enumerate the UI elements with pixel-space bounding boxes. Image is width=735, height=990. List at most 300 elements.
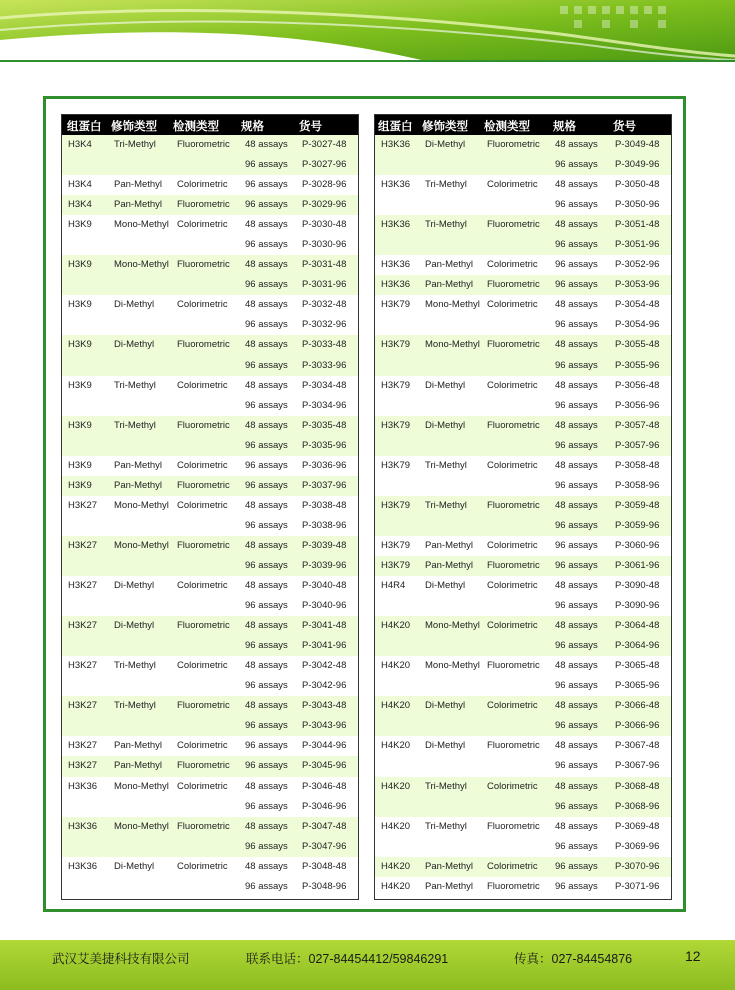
cell-modification: Mono-Methyl — [114, 499, 169, 511]
cell-modification: Tri-Methyl — [425, 780, 467, 792]
company-name: 武汉艾美捷科技有限公司 — [52, 952, 190, 966]
cell-histone: H3K79 — [381, 299, 411, 311]
cell-histone: H3K36 — [381, 179, 411, 191]
cell-histone: H3K9 — [68, 459, 92, 471]
table-row — [62, 135, 358, 175]
cell-histone: H3K79 — [381, 559, 411, 571]
cell-catalog-number: P-3036-96 — [302, 459, 347, 471]
cell-spec: 48 assays — [245, 660, 288, 672]
cell-spec: 48 assays — [555, 379, 598, 391]
cell-spec: 48 assays — [555, 620, 598, 632]
cell-catalog-number: P-3042-48 — [302, 660, 347, 672]
table-row — [62, 476, 358, 496]
cell-modification: Mono-Methyl — [114, 219, 169, 231]
cell-catalog-number: P-3040-48 — [302, 580, 347, 592]
cell-catalog-number: P-3071-96 — [615, 880, 660, 892]
table-row — [375, 135, 671, 175]
fax-number: 传真：027-84454876 — [514, 952, 633, 966]
cell-detection-type: Fluorometric — [487, 740, 540, 752]
cell-catalog-number: P-3064-96 — [615, 640, 660, 652]
cell-spec: 96 assays — [555, 279, 598, 291]
col-catalog-header: 货号 — [613, 121, 636, 133]
cell-histone: H3K9 — [68, 339, 92, 351]
cell-spec: 48 assays — [555, 179, 598, 191]
cell-histone: H3K79 — [381, 539, 411, 551]
cell-detection-type: Colorimetric — [487, 539, 538, 551]
table-row — [62, 496, 358, 536]
cell-spec: 48 assays — [555, 459, 598, 471]
table-row — [375, 215, 671, 255]
table-row — [62, 195, 358, 215]
cell-spec: 48 assays — [555, 700, 598, 712]
cell-catalog-number: P-3065-48 — [615, 660, 660, 672]
cell-catalog-number: P-3031-48 — [302, 259, 347, 271]
cell-modification: Mono-Methyl — [114, 539, 169, 551]
cell-catalog-number: P-3039-96 — [302, 559, 347, 571]
cell-modification: Mono-Methyl — [425, 660, 480, 672]
cell-spec: 96 assays — [555, 880, 598, 892]
table-row — [62, 616, 358, 656]
cell-detection-type: Fluorometric — [177, 620, 230, 632]
cell-histone: H3K79 — [381, 419, 411, 431]
cell-modification: Pan-Methyl — [425, 559, 474, 571]
cell-modification: Tri-Methyl — [114, 660, 156, 672]
cell-histone: H3K9 — [68, 299, 92, 311]
cell-spec: 96 assays — [245, 760, 288, 772]
cell-spec: 96 assays — [245, 740, 288, 752]
cell-detection-type: Colorimetric — [487, 860, 538, 872]
cell-histone: H4R4 — [381, 580, 406, 592]
cell-detection-type: Fluorometric — [177, 760, 230, 772]
cell-spec: 48 assays — [245, 259, 288, 271]
cell-modification: Di-Methyl — [425, 139, 466, 150]
cell-histone: H3K36 — [381, 279, 411, 291]
cell-catalog-number: P-3034-96 — [302, 399, 347, 411]
cell-catalog-number: P-3032-48 — [302, 299, 347, 311]
cell-detection-type: Fluorometric — [487, 219, 540, 231]
cell-catalog-number: P-3046-48 — [302, 780, 347, 792]
cell-spec: 96 assays — [555, 199, 598, 211]
cell-spec: 48 assays — [245, 820, 288, 832]
cell-modification: Pan-Methyl — [114, 199, 163, 211]
table-row — [375, 877, 671, 897]
cell-detection-type: Fluorometric — [177, 700, 230, 712]
cell-detection-type: Fluorometric — [487, 820, 540, 832]
table-row — [62, 817, 358, 857]
col-modification-header: 修饰类型 — [111, 121, 157, 133]
cell-detection-type: Fluorometric — [177, 539, 230, 551]
cell-spec: 96 assays — [245, 399, 288, 411]
cell-modification: Tri-Methyl — [114, 379, 156, 391]
cell-catalog-number: P-3027-48 — [302, 139, 347, 150]
cell-spec: 48 assays — [555, 580, 598, 592]
cell-catalog-number: P-3047-48 — [302, 820, 347, 832]
table-row — [62, 777, 358, 817]
cell-spec: 96 assays — [245, 319, 288, 331]
cell-catalog-number: P-3058-48 — [615, 459, 660, 471]
table-row — [375, 275, 671, 295]
cell-histone: H3K27 — [68, 760, 98, 772]
table-row — [62, 857, 358, 897]
table-row — [375, 255, 671, 275]
cell-catalog-number: P-3066-96 — [615, 720, 660, 732]
table-row — [375, 335, 671, 375]
col-detection-header: 检测类型 — [173, 121, 219, 133]
cell-detection-type: Fluorometric — [177, 419, 230, 431]
cell-histone: H3K27 — [68, 620, 98, 632]
cell-catalog-number: P-3038-48 — [302, 499, 347, 511]
cell-spec: 48 assays — [245, 499, 288, 511]
cell-spec: 96 assays — [555, 539, 598, 551]
cell-detection-type: Fluorometric — [487, 660, 540, 672]
cell-catalog-number: P-3054-48 — [615, 299, 660, 311]
cell-spec: 96 assays — [245, 459, 288, 471]
cell-catalog-number: P-3059-96 — [615, 519, 660, 531]
cell-detection-type: Colorimetric — [487, 780, 538, 792]
cell-detection-type: Fluorometric — [177, 199, 230, 211]
cell-detection-type: Fluorometric — [177, 259, 230, 271]
cell-spec: 96 assays — [555, 359, 598, 371]
cell-spec: 48 assays — [245, 860, 288, 872]
cell-catalog-number: P-3057-96 — [615, 439, 660, 451]
cell-detection-type: Colorimetric — [487, 620, 538, 632]
table-row — [375, 496, 671, 536]
cell-spec: 96 assays — [555, 259, 598, 271]
cell-histone: H4K20 — [381, 860, 411, 872]
cell-histone: H4K20 — [381, 700, 411, 712]
cell-catalog-number: P-3066-48 — [615, 700, 660, 712]
cell-catalog-number: P-3030-96 — [302, 239, 347, 251]
cell-catalog-number: P-3048-96 — [302, 880, 347, 892]
cell-detection-type: Fluorometric — [487, 880, 540, 892]
cell-detection-type: Colorimetric — [177, 459, 228, 471]
cell-detection-type: Colorimetric — [177, 179, 228, 191]
page-number: 12 — [685, 948, 701, 964]
cell-detection-type: Fluorometric — [487, 339, 540, 351]
cell-histone: H3K4 — [68, 139, 92, 150]
cell-modification: Tri-Methyl — [425, 499, 467, 511]
cell-catalog-number: P-3050-96 — [615, 199, 660, 211]
cell-spec: 48 assays — [245, 700, 288, 712]
cell-modification: Pan-Methyl — [114, 459, 163, 471]
cell-spec: 48 assays — [555, 219, 598, 231]
cell-catalog-number: P-3059-48 — [615, 499, 660, 511]
cell-modification: Di-Methyl — [425, 740, 466, 752]
cell-catalog-number: P-3069-96 — [615, 840, 660, 852]
cell-catalog-number: P-3054-96 — [615, 319, 660, 331]
cell-spec: 96 assays — [245, 640, 288, 652]
table-row — [62, 255, 358, 295]
cell-spec: 48 assays — [555, 419, 598, 431]
cell-catalog-number: P-3032-96 — [302, 319, 347, 331]
cell-spec: 48 assays — [245, 379, 288, 391]
table-row — [375, 817, 671, 857]
cell-spec: 96 assays — [245, 880, 288, 892]
cell-spec: 48 assays — [245, 339, 288, 351]
col-detection-header: 检测类型 — [484, 121, 530, 133]
cell-catalog-number: P-3038-96 — [302, 519, 347, 531]
cell-catalog-number: P-3051-48 — [615, 219, 660, 231]
cell-histone: H3K36 — [381, 259, 411, 271]
cell-catalog-number: P-3052-96 — [615, 259, 660, 271]
table-row — [62, 376, 358, 416]
cell-modification: Tri-Methyl — [425, 219, 467, 231]
table-row — [62, 696, 358, 736]
cell-modification: Pan-Methyl — [425, 279, 474, 291]
cell-spec: 96 assays — [555, 439, 598, 451]
cell-spec: 96 assays — [245, 359, 288, 371]
cell-catalog-number: P-3044-96 — [302, 740, 347, 752]
cell-detection-type: Fluorometric — [177, 820, 230, 832]
cell-spec: 96 assays — [555, 239, 598, 251]
cell-histone: H4K20 — [381, 620, 411, 632]
table-row — [375, 536, 671, 556]
cell-modification: Pan-Methyl — [114, 760, 163, 772]
cell-catalog-number: P-3040-96 — [302, 600, 347, 612]
table-row — [375, 857, 671, 877]
cell-modification: Pan-Methyl — [114, 179, 163, 191]
cell-modification: Pan-Methyl — [114, 740, 163, 752]
cell-catalog-number: P-3041-96 — [302, 640, 347, 652]
cell-histone: H3K36 — [68, 860, 98, 872]
cell-spec: 48 assays — [245, 539, 288, 551]
cell-detection-type: Fluorometric — [487, 499, 540, 511]
cell-detection-type: Colorimetric — [177, 740, 228, 752]
cell-spec: 96 assays — [245, 600, 288, 612]
cell-detection-type: Colorimetric — [487, 259, 538, 271]
cell-spec: 96 assays — [245, 279, 288, 291]
cell-catalog-number: P-3055-96 — [615, 359, 660, 371]
cell-catalog-number: P-3049-48 — [615, 139, 660, 150]
table-header — [375, 115, 671, 135]
table-row — [62, 456, 358, 476]
cell-modification: Mono-Methyl — [114, 259, 169, 271]
cell-modification: Pan-Methyl — [425, 860, 474, 872]
cell-spec: 48 assays — [555, 499, 598, 511]
cell-spec: 96 assays — [245, 680, 288, 692]
cell-histone: H3K79 — [381, 339, 411, 351]
cell-histone: H3K27 — [68, 580, 98, 592]
table-row — [62, 656, 358, 696]
cell-modification: Mono-Methyl — [425, 339, 480, 351]
table-row — [375, 656, 671, 696]
cell-spec: 96 assays — [245, 720, 288, 732]
cell-catalog-number: P-3030-48 — [302, 219, 347, 231]
cell-detection-type: Fluorometric — [177, 479, 230, 491]
cell-modification: Pan-Methyl — [114, 479, 163, 491]
table-row — [375, 416, 671, 456]
cell-histone: H3K4 — [68, 199, 92, 211]
cell-modification: Di-Methyl — [425, 580, 466, 592]
cell-spec: 96 assays — [555, 760, 598, 772]
cell-spec: 48 assays — [555, 339, 598, 351]
table-row — [62, 576, 358, 616]
cell-detection-type: Colorimetric — [177, 860, 228, 872]
cell-modification: Di-Methyl — [425, 700, 466, 712]
cell-modification: Pan-Methyl — [425, 880, 474, 892]
cell-catalog-number: P-3060-96 — [615, 539, 660, 551]
table-row — [62, 756, 358, 776]
cell-catalog-number: P-3069-48 — [615, 820, 660, 832]
cell-histone: H4K20 — [381, 780, 411, 792]
cell-catalog-number: P-3043-96 — [302, 720, 347, 732]
cell-catalog-number: P-3042-96 — [302, 680, 347, 692]
table-header — [62, 115, 358, 135]
cell-detection-type: Colorimetric — [177, 379, 228, 391]
cell-spec: 96 assays — [245, 840, 288, 852]
table-row — [62, 736, 358, 756]
cell-histone: H3K9 — [68, 219, 92, 231]
cell-spec: 96 assays — [555, 840, 598, 852]
cell-spec: 96 assays — [245, 439, 288, 451]
cell-catalog-number: P-3050-48 — [615, 179, 660, 191]
cell-spec: 48 assays — [555, 780, 598, 792]
cell-modification: Mono-Methyl — [114, 820, 169, 832]
cell-histone: H3K4 — [68, 179, 92, 191]
cell-histone: H3K27 — [68, 499, 98, 511]
cell-histone: H3K27 — [68, 539, 98, 551]
table-body — [375, 135, 671, 897]
cell-detection-type: Colorimetric — [487, 179, 538, 191]
cell-catalog-number: P-3061-96 — [615, 559, 660, 571]
cell-catalog-number: P-3068-48 — [615, 780, 660, 792]
cell-spec: 96 assays — [555, 860, 598, 872]
table-row — [62, 215, 358, 255]
table-row — [62, 175, 358, 195]
table-body — [62, 135, 358, 897]
cell-catalog-number: P-3048-48 — [302, 860, 347, 872]
cell-histone: H3K79 — [381, 379, 411, 391]
col-spec-header: 规格 — [553, 121, 576, 133]
col-catalog-header: 货号 — [299, 121, 322, 133]
cell-detection-type: Colorimetric — [177, 580, 228, 592]
cell-catalog-number: P-3041-48 — [302, 620, 347, 632]
cell-detection-type: Fluorometric — [487, 559, 540, 571]
cell-spec: 96 assays — [555, 720, 598, 732]
cell-detection-type: Colorimetric — [487, 580, 538, 592]
cell-catalog-number: P-3049-96 — [615, 159, 660, 171]
cell-spec: 96 assays — [245, 239, 288, 251]
cell-histone: H3K9 — [68, 479, 92, 491]
cell-spec: 48 assays — [245, 620, 288, 632]
cell-spec: 48 assays — [555, 820, 598, 832]
cell-histone: H4K20 — [381, 740, 411, 752]
cell-catalog-number: P-3035-48 — [302, 419, 347, 431]
cell-spec: 96 assays — [555, 800, 598, 812]
cell-modification: Tri-Methyl — [425, 459, 467, 471]
cell-modification: Di-Methyl — [114, 580, 155, 592]
cell-catalog-number: P-3047-96 — [302, 840, 347, 852]
cell-spec: 48 assays — [555, 660, 598, 672]
cell-detection-type: Fluorometric — [487, 419, 540, 431]
cell-histone: H3K9 — [68, 379, 92, 391]
cell-histone: H3K36 — [68, 820, 98, 832]
cell-catalog-number: P-3037-96 — [302, 479, 347, 491]
cell-catalog-number: P-3056-96 — [615, 399, 660, 411]
table-row — [375, 456, 671, 496]
cell-catalog-number: P-3027-96 — [302, 159, 347, 171]
cell-modification: Pan-Methyl — [425, 539, 474, 551]
product-table-left — [61, 114, 359, 900]
cell-detection-type: Colorimetric — [177, 219, 228, 231]
cell-spec: 48 assays — [245, 299, 288, 311]
cell-detection-type: Colorimetric — [177, 780, 228, 792]
table-row — [62, 416, 358, 456]
col-modification-header: 修饰类型 — [422, 121, 468, 133]
col-histone-header: 组蛋白 — [378, 121, 413, 133]
cell-detection-type: Fluorometric — [177, 339, 230, 351]
cell-catalog-number: P-3046-96 — [302, 800, 347, 812]
cell-catalog-number: P-3031-96 — [302, 279, 347, 291]
cell-detection-type: Colorimetric — [177, 299, 228, 311]
cell-spec: 96 assays — [555, 479, 598, 491]
cell-spec: 96 assays — [555, 159, 598, 171]
cell-catalog-number: P-3033-48 — [302, 339, 347, 351]
cell-modification: Di-Methyl — [114, 339, 155, 351]
cell-modification: Mono-Methyl — [425, 620, 480, 632]
table-row — [62, 536, 358, 576]
cell-spec: 48 assays — [245, 419, 288, 431]
cell-catalog-number: P-3090-96 — [615, 600, 660, 612]
cell-spec: 96 assays — [245, 479, 288, 491]
cell-spec: 48 assays — [245, 219, 288, 231]
cell-spec: 96 assays — [245, 559, 288, 571]
cell-catalog-number: P-3065-96 — [615, 680, 660, 692]
cell-detection-type: Fluorometric — [487, 139, 540, 150]
cell-detection-type: Fluorometric — [487, 279, 540, 291]
cell-modification: Tri-Methyl — [425, 820, 467, 832]
cell-spec: 96 assays — [555, 600, 598, 612]
cell-detection-type: Colorimetric — [177, 660, 228, 672]
header-banner — [0, 0, 735, 62]
cell-spec: 96 assays — [245, 800, 288, 812]
table-row — [62, 335, 358, 375]
cell-spec: 96 assays — [555, 640, 598, 652]
cell-histone: H3K27 — [68, 660, 98, 672]
cell-histone: H3K36 — [381, 139, 411, 150]
col-spec-header: 规格 — [241, 121, 264, 133]
cell-catalog-number: P-3058-96 — [615, 479, 660, 491]
cell-catalog-number: P-3057-48 — [615, 419, 660, 431]
cell-modification: Mono-Methyl — [114, 780, 169, 792]
cell-modification: Di-Methyl — [114, 620, 155, 632]
cell-catalog-number: P-3056-48 — [615, 379, 660, 391]
cell-modification: Tri-Methyl — [114, 700, 156, 712]
product-table-right — [374, 114, 672, 900]
cell-spec: 96 assays — [555, 519, 598, 531]
cell-catalog-number: P-3067-96 — [615, 760, 660, 772]
cell-modification: Di-Methyl — [425, 419, 466, 431]
cell-detection-type: Fluorometric — [177, 139, 230, 150]
cell-histone: H3K79 — [381, 499, 411, 511]
cell-modification: Di-Methyl — [114, 860, 155, 872]
cell-catalog-number: P-3035-96 — [302, 439, 347, 451]
cell-catalog-number: P-3068-96 — [615, 800, 660, 812]
cell-spec: 96 assays — [245, 199, 288, 211]
cell-histone: H3K27 — [68, 740, 98, 752]
cell-spec: 48 assays — [555, 299, 598, 311]
table-row — [375, 576, 671, 616]
cell-catalog-number: P-3039-48 — [302, 539, 347, 551]
cell-histone: H3K79 — [381, 459, 411, 471]
cell-catalog-number: P-3034-48 — [302, 379, 347, 391]
cell-spec: 48 assays — [555, 740, 598, 752]
table-row — [62, 295, 358, 335]
cell-spec: 96 assays — [245, 159, 288, 171]
cell-catalog-number: P-3029-96 — [302, 199, 347, 211]
table-row — [375, 616, 671, 656]
table-row — [375, 556, 671, 576]
